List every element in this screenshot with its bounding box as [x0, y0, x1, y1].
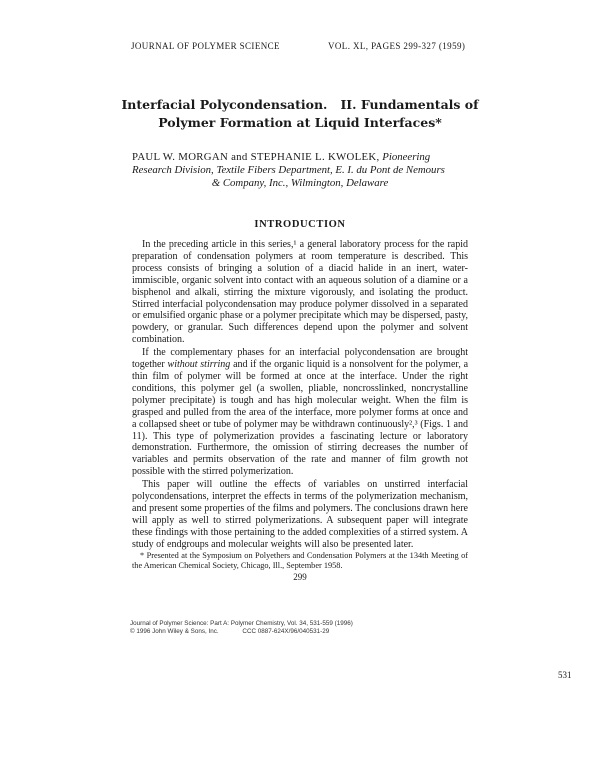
journal-header: JOURNAL OF POLYMER SCIENCE — [131, 41, 280, 51]
journal-meta-ccc: CCC 0887-624X/96/040531-29 — [242, 628, 330, 635]
title-line-2: Polymer Formation at Liquid Interfaces* — [158, 115, 442, 130]
volume-pages-header: VOL. XL, PAGES 299-327 (1959) — [328, 41, 466, 51]
journal-meta-copyright: © 1996 John Wiley & Sons, Inc. — [130, 628, 219, 635]
author-block — [132, 151, 468, 190]
journal-meta-line-1: Journal of Polymer Science: Part A: Polymer Chemistry, Vol. 34, 531-559 (1996) — [130, 620, 353, 627]
reprint-page-number: 531 — [558, 670, 572, 680]
journal-meta — [130, 620, 353, 636]
paragraph: In the preceding article in this series,¹ a general laboratory process for the rapid preparation of condensation polymers at room temperature is described. This process consists of bringing a solution of a diacid halide in an inert, water-immiscible, organic solvent into contact with an aqueous solution of a diamine or a bisphenol and alkali, stirring the mixture vigorously, and isolating the product. Stirred interfacial polycondensation may produce polymer dissolved in a separated or emulsified organic phase or a polymer precipitate which may be dispersed, pasty, powdery, or granular. Such differences depend upon the polymer and solvent combination. — [132, 239, 468, 346]
introduction-body — [132, 239, 468, 552]
footnote: * Presented at the Symposium on Polyethers and Condensation Polymers at the 134th Meeting of the American Chemical Society, Chicago, Ill., September 1958. — [132, 551, 468, 570]
section-heading: INTRODUCTION — [254, 219, 346, 230]
page-number: 299 — [293, 572, 307, 582]
paragraph: This paper will outline the effects of variables on unstirred interfacial polycondensations, interpret the effects in terms of the polymerization mechanism, and present some properties of the films and polymers. The conclusions drawn here will apply as well to stirred polymerizations. A subsequent paper will integrate these findings with those pertaining to the added complexities of a stirred system. A study of endgroups and molecular weights will also be presented later. — [132, 479, 468, 550]
title-line-1: Interfacial Polycondensation. II. Fundamentals of — [121, 97, 479, 112]
article-title — [100, 96, 500, 132]
author-affiliation-cont: & Company, Inc., Wilmington, Delaware — [211, 177, 389, 189]
emphasis: without stirring — [167, 359, 231, 371]
journal-meta-row-2 — [130, 628, 353, 636]
paragraph: If the complementary phases for an interfacial polycondensation are brought together without stirring and if the organic liquid is a nonsolvent for the polymer, a thin film of polymer will be formed at once at the interface. Under the right conditions, this polymer gel (a swollen, pliable, noncrosslinked, noncrystalline polymer precipitate) is tough and has high molecular weight. When the film is grasped and pulled from the area of the interface, more polymer forms at once and a collapsed sheet or tube of polymer may be withdrawn continuously²,³ (Figs. 1 and 11). This type of polymerization provides a fascinating lecture or laboratory demonstration. Furthermore, the omission of stirring decreases the number of variables and permits observation of the rate and manner of film growth not possible with the stirred polymerization. — [132, 347, 469, 478]
author-affiliation: Pioneering Research Division, Textile Fibers Department, E. I. du Pont de Nemours — [132, 151, 445, 176]
author-names: PAUL W. MORGAN and STEPHANIE L. KWOLEK, — [132, 151, 380, 163]
